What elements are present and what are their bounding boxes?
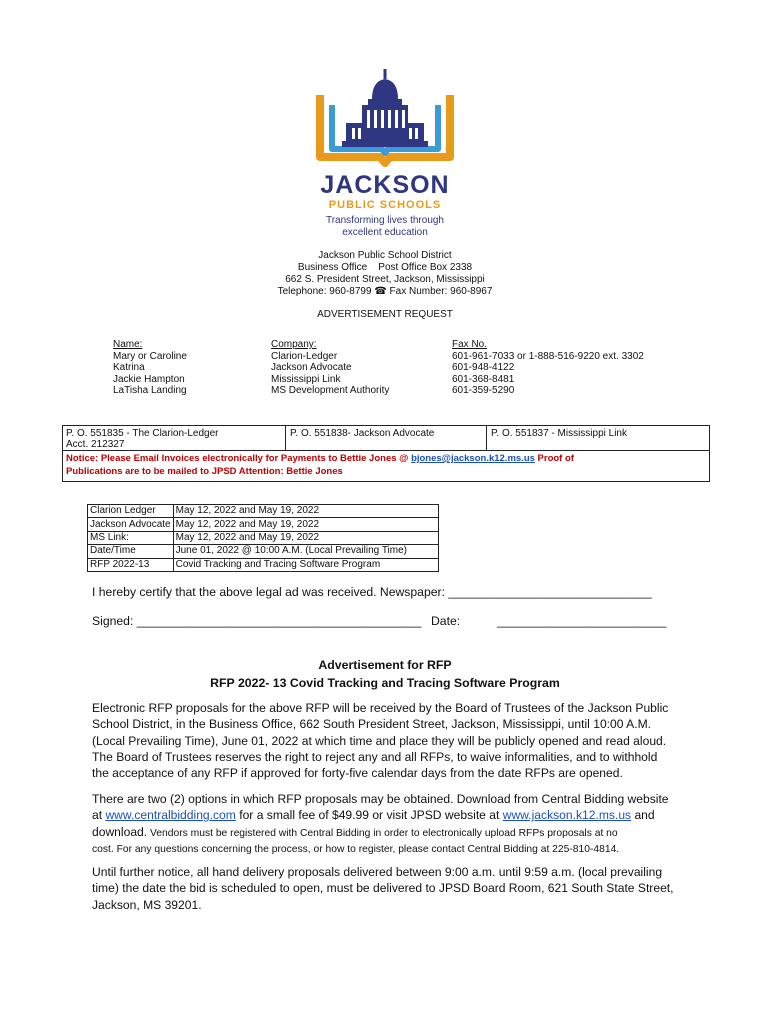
paragraph-obtain	[92, 791, 692, 858]
document-type: ADVERTISEMENT REQUEST	[317, 309, 453, 320]
paragraph-line	[92, 824, 692, 842]
paragraph-line: time) the date the bid is scheduled to open, must be delivered to JPSD Board Room, 621 South State Street,	[92, 881, 674, 896]
schedule-row	[88, 545, 439, 558]
schedule-value: May 12, 2022 and May 19, 2022	[173, 531, 438, 544]
invoice-notice	[66, 453, 706, 478]
centralbidding-link[interactable]: www.centralbidding.com	[105, 808, 236, 823]
po-jackson-advocate: P. O. 551838- Jackson Advocate	[290, 428, 435, 439]
publication-schedule-table	[87, 504, 439, 572]
contact-name: Mary or Caroline	[113, 350, 187, 362]
paragraph-hand-delivery	[92, 864, 692, 913]
paragraph-line: There are two (2) options in which RFP proposals may be obtained. Download from Central Bidding website	[92, 792, 669, 806]
logo-subtitle: PUBLIC SCHOOLS	[328, 199, 442, 211]
ad-title: Advertisement for RFP	[318, 658, 452, 672]
date-label: Date:	[431, 614, 461, 628]
district-name: Jackson Public School District	[318, 250, 452, 261]
telephone-fax-line: Telephone: 960-8799 ☎ Fax Number: 960-8967	[277, 286, 493, 297]
contact-fax: 601-359-5290	[452, 385, 515, 397]
signed-line: Signed: __________________________________________	[92, 614, 422, 628]
schedule-key: MS Link:	[88, 531, 174, 544]
po-clarion-ledger	[63, 426, 285, 450]
contact-fax-column	[452, 339, 644, 397]
jackson-public-schools-logo	[300, 65, 470, 245]
schedule-value: Covid Tracking and Tracing Software Program	[173, 558, 438, 571]
contact-companies-column	[271, 339, 389, 397]
name-header: Name:	[113, 339, 143, 350]
schedule-value: May 12, 2022 and May 19, 2022	[173, 518, 438, 531]
po-clarion-ledger-number: P. O. 551835 - The Clarion-Ledger	[66, 428, 219, 439]
contact-fax: 601-961-7033 or 1-888-516-9220 ext. 3302	[452, 350, 644, 362]
paragraph-line: School District, in the Business Office, 662 South President Street, Jackson, Mississippi, until 10:00 A.M.	[92, 717, 652, 732]
company-header: Company:	[271, 339, 317, 350]
date-line: _________________________	[497, 614, 667, 628]
capitol-book-icon	[300, 65, 470, 169]
contact-name: Katrina	[113, 362, 145, 374]
text: at	[92, 808, 106, 823]
contact-name: LaTisha Landing	[113, 385, 187, 397]
paragraph-line: cost. For any questions concerning the process, or how to register, please contact Central Bidding at 225-810-4814.	[92, 843, 620, 855]
rfp-title: RFP 2022- 13 Covid Tracking and Tracing Software Program	[210, 676, 560, 690]
certify-statement: I hereby certify that the above legal ad was received. Newspaper: ______________________________	[92, 585, 652, 599]
contact-fax: 601-368-8481	[452, 373, 515, 385]
schedule-row	[88, 558, 439, 571]
purchase-order-box	[62, 425, 710, 482]
email-link[interactable]: bjones@jackson.k12.ms.us	[411, 453, 535, 464]
paragraph-line	[92, 807, 692, 823]
text: and	[631, 808, 655, 823]
po-mississippi-link: P. O. 551837 - Mississippi Link	[491, 428, 627, 439]
paragraph-line: The Board of Trustees reserves the right to reject any and all RFPs, to waive informalities, and to withhold	[92, 749, 658, 764]
schedule-value: June 01, 2022 @ 10:00 A.M. (Local Prevailing Time)	[173, 545, 438, 558]
contact-company: Mississippi Link	[271, 373, 341, 385]
paragraph-line: Jackson, MS 39201.	[92, 897, 202, 912]
schedule-key: RFP 2022-13	[88, 558, 174, 571]
po-clarion-ledger-account: Acct. 212327	[66, 439, 125, 450]
contact-company: Clarion-Ledger	[271, 350, 338, 362]
notice-proof-text: Proof of	[534, 453, 574, 464]
paragraph-line: Electronic RFP proposals for the above RFP will be received by the Board of Trustees of the Jackson Public	[92, 701, 669, 715]
text: for a small fee of $49.99 or visit JPSD website at	[235, 808, 503, 823]
text: download.	[92, 824, 148, 839]
logo-tagline-2: excellent education	[342, 227, 428, 238]
contact-name: Jackie Hampton	[113, 373, 185, 385]
jpsd-website-link[interactable]: www.jackson.k12.ms.us	[502, 808, 632, 823]
schedule-key: Date/Time	[88, 545, 174, 558]
paragraph-line: (Local Prevailing Time), June 01, 2022 at which time and place they will be publicly opened and read aloud.	[92, 733, 667, 748]
logo-name: JACKSON	[320, 171, 450, 199]
schedule-row	[88, 531, 439, 544]
fax-header: Fax No.	[452, 339, 488, 350]
paragraph-line: Until further notice, all hand delivery proposals delivered between 9:00 a.m. until 9:59 a.m. (local prevailing	[92, 865, 663, 879]
contact-names-column	[113, 339, 187, 397]
schedule-key: Clarion Ledger	[88, 505, 174, 518]
business-office-line: Business Office Post Office Box 2338	[297, 262, 473, 273]
notice-line-2: Publications are to be mailed to JPSD Attention: Bettie Jones	[66, 465, 343, 477]
paragraph-line: the acceptance of any RFP if approved for forty-five calendar days from the date RFPs are opened.	[92, 766, 623, 781]
vendor-note: Vendors must be registered with Central Bidding in order to electronically upload RFPs proposals at no	[147, 827, 618, 839]
logo-tagline-1: Transforming lives through	[325, 215, 444, 226]
schedule-row	[88, 518, 439, 531]
contact-fax: 601-948-4122	[452, 362, 515, 374]
address-line: 662 S. President Street, Jackson, Mississippi	[285, 274, 485, 285]
schedule-key: Jackson Advocate	[88, 518, 174, 531]
contact-company: MS Development Authority	[271, 385, 390, 397]
paragraph-proposals	[92, 700, 692, 781]
schedule-row	[88, 505, 439, 518]
schedule-value: May 12, 2022 and May 19, 2022	[173, 505, 438, 518]
notice-text: Notice: Please Email Invoices electronically for Payments to Bettie Jones @	[66, 453, 412, 464]
contact-company: Jackson Advocate	[271, 362, 352, 374]
